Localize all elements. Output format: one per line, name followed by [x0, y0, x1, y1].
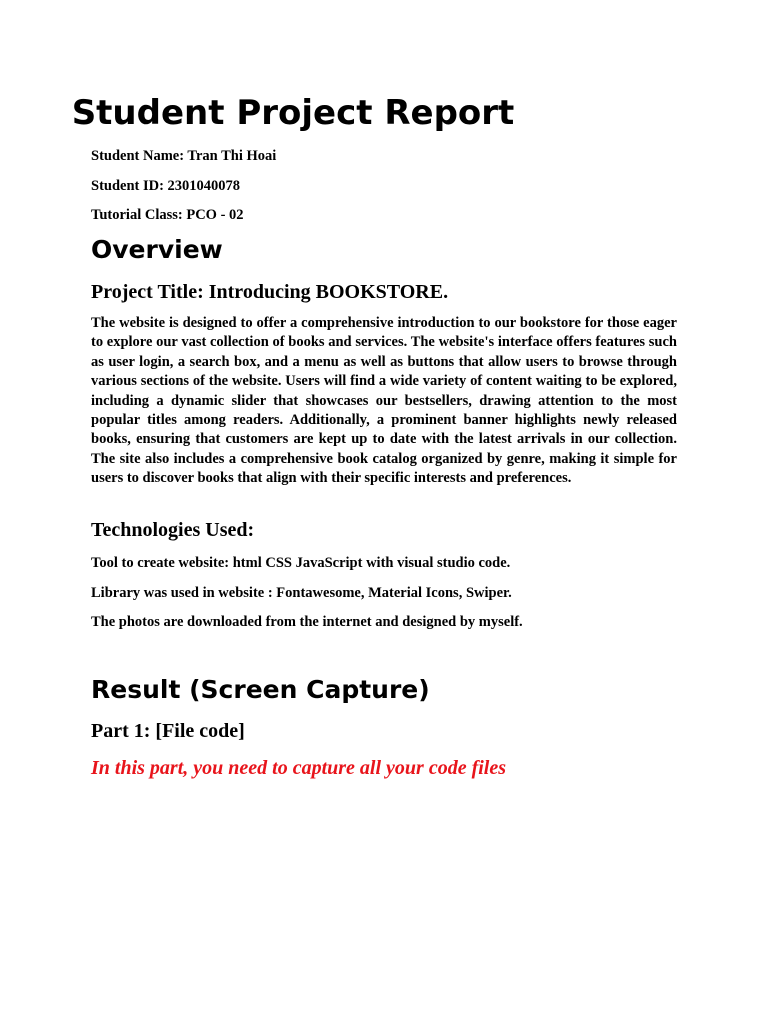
- student-id: Student ID: 2301040078: [91, 178, 241, 194]
- tool-line: Tool to create website: html CSS JavaScript with visual studio code.: [91, 555, 511, 571]
- photos-line: The photos are downloaded from the internet and designed by myself.: [91, 614, 523, 630]
- project-description: The website is designed to offer a comprehensive introduction to our bookstore for those eager to explore our vast collection of books and services. The website's interface offers features such as user login, a search box, and a menu as well as buttons that allow users to browse through various sections of the website. Users will find a wide variety of content waiting to be explored, including a dynamic slider that showcases our bestsellers, drawing attention to the most popular titles among readers. Additionally, a prominent banner highlights newly released books, ensuring that customers are kept up to date with the latest arrivals in our collection. The site also includes a comprehensive book catalog organized by genre, making it simple for users to discover books that align with their specific interests and preferences.: [91, 315, 677, 487]
- part1-instruction: In this part, you need to capture all your code files: [91, 757, 506, 779]
- result-heading: Result (Screen Capture): [91, 675, 430, 704]
- overview-heading: Overview: [91, 235, 223, 264]
- report-title: Student Project Report: [71, 93, 515, 133]
- part1-heading: Part 1: [File code]: [91, 720, 245, 742]
- library-line: Library was used in website : Fontawesome, Material Icons, Swiper.: [91, 585, 512, 601]
- project-title: Project Title: Introducing BOOKSTORE.: [91, 281, 449, 303]
- technologies-heading: Technologies Used:: [91, 519, 255, 541]
- student-name: Student Name: Tran Thi Hoai: [91, 148, 277, 164]
- tutorial-class: Tutorial Class: PCO - 02: [91, 207, 244, 223]
